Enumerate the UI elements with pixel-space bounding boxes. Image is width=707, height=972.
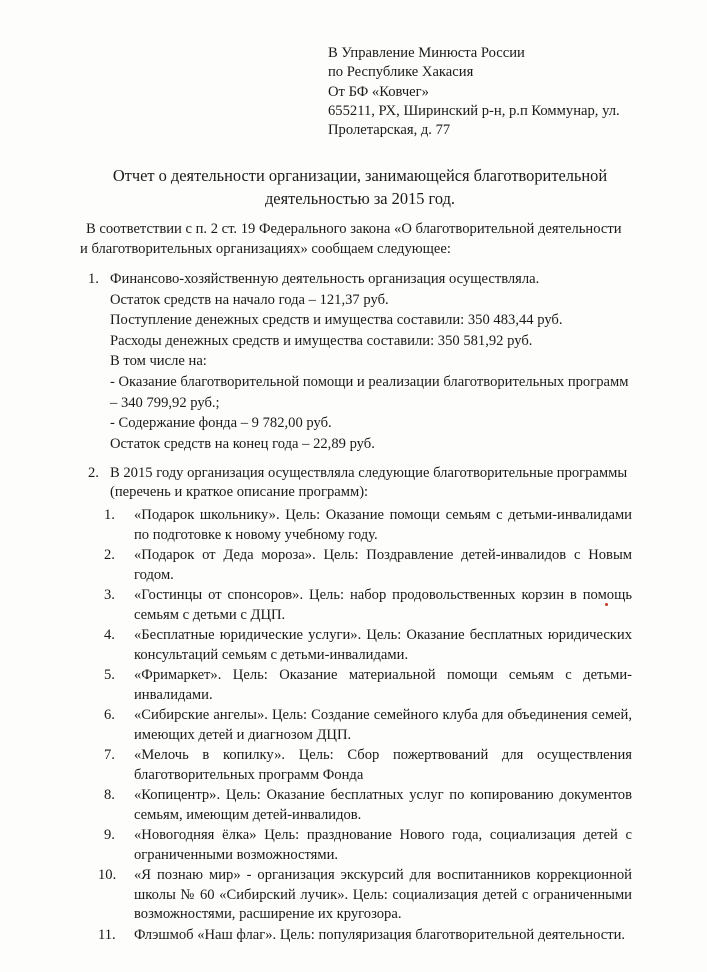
- program-text: «Подарок от Деда мороза». Цель: Поздравление детей-инвалидов с Новым годом.: [134, 547, 632, 583]
- program-item: [104, 666, 632, 704]
- report-title-line-1: Отчет о деятельности организации, занимающейся благотворительной: [112, 166, 608, 185]
- section-number: 2.: [88, 465, 99, 481]
- program-text: «Подарок школьнику». Цель: Оказание помощи семьям с детьми-инвалидами по подготовке к новому учебному году.: [134, 507, 632, 543]
- program-number: 7.: [104, 747, 115, 764]
- addressee-line: В Управление Минюста России: [328, 45, 525, 61]
- finance-line: Остаток средств на начало года – 121,37 руб.: [110, 291, 389, 308]
- section-programs: [88, 464, 648, 946]
- program-item: [98, 866, 632, 924]
- program-text: «Сибирские ангелы». Цель: Создание семейного клуба для объединения семей, имеющих детей и диагнозом ДЦП.: [134, 707, 632, 743]
- program-item: [104, 506, 632, 544]
- report-title: [60, 164, 660, 210]
- stray-ink-mark: [605, 603, 608, 606]
- intro-line-2: и благотворительных организациях» сообщаем следующее:: [80, 240, 451, 257]
- program-text: Флэшмоб «Наш флаг». Цель: популяризация благотворительной деятельности.: [134, 926, 626, 943]
- program-number: 1.: [104, 507, 115, 524]
- program-number: 10.: [98, 867, 117, 884]
- program-text: «Я познаю мир» - организация экскурсий для воспитанников коррекционной школы № 60 «Сибирский лучик». Цель: социализация детей с ограниченными возможностями, расширение их кругозора.: [134, 867, 632, 922]
- addressee-line: Пролетарская, д. 77: [328, 122, 451, 139]
- finance-line: Поступление денежных средств и имущества составили: 350 483,44 руб.: [110, 312, 563, 329]
- program-number: 2.: [104, 547, 115, 564]
- finance-line: – 340 799,92 руб.;: [110, 394, 220, 411]
- finance-line: Расходы денежных средств и имущества составили: 350 581,92 руб.: [110, 332, 533, 349]
- program-number: 6.: [104, 707, 115, 724]
- program-number: 5.: [104, 667, 115, 684]
- program-item: [104, 786, 632, 824]
- program-number: 8.: [104, 787, 115, 804]
- program-item: [104, 586, 632, 624]
- program-number: 11.: [98, 926, 116, 943]
- program-text: «Новогодняя ёлка» Цель: празднование Нового года, социализация детей с ограниченными возможностями.: [134, 827, 632, 863]
- program-item: [104, 826, 632, 864]
- intro-line-1: В соответствии с п. 2 ст. 19 Федерального закона «О благотворительной деятельности: [86, 221, 622, 237]
- program-item: [104, 546, 632, 584]
- program-text: «Фримаркет». Цель: Оказание материальной помощи семьям с детьми-инвалидами.: [134, 667, 632, 703]
- program-number: 3.: [104, 587, 115, 604]
- addressee-line: по Республике Хакасия: [328, 64, 474, 81]
- finance-line: - Оказание благотворительной помощи и реализации благотворительных программ: [110, 373, 629, 390]
- program-number: 9.: [104, 827, 115, 844]
- finance-line: - Содержание фонда – 9 782,00 руб.: [110, 415, 332, 432]
- addressee-line: 655211, РХ, Ширинский р-н, р.п Коммунар, ул.: [328, 102, 620, 119]
- program-text: «Бесплатные юридические услуги». Цель: Оказание бесплатных юридических консультаций семьям с детьми-инвалидами.: [134, 627, 632, 663]
- program-item: [104, 626, 632, 664]
- report-title-line-2: деятельностью за 2015 год.: [264, 189, 456, 208]
- program-text: «Копицентр». Цель: Оказание бесплатных услуг по копированию документов семьям, имеющим детей-инвалидов.: [134, 787, 632, 823]
- intro-paragraph: [80, 220, 632, 259]
- program-number: 4.: [104, 627, 115, 644]
- finance-line: Остаток средств на конец года – 22,89 руб.: [110, 435, 375, 452]
- addressee-block: [328, 44, 668, 140]
- program-item: [104, 706, 632, 744]
- section-finances: [88, 269, 648, 454]
- programs-intro: В 2015 году организация осуществляла следующие благотворительные программы (перечень и краткое описание программ):: [110, 465, 628, 501]
- program-text: «Мелочь в копилку». Цель: Сбор пожертвований для осуществления благотворительных программ Фонда: [134, 747, 632, 783]
- program-item: [98, 926, 632, 945]
- program-text: «Гостинцы от спонсоров». Цель: набор продовольственных корзин в помощь семьям с детьми с ДЦП.: [134, 587, 632, 623]
- finance-line: Финансово-хозяйственную деятельность организация осуществляла.: [110, 271, 540, 287]
- program-item: [104, 746, 632, 784]
- addressee-line: От БФ «Ковчег»: [328, 83, 429, 100]
- finance-line: В том числе на:: [110, 353, 207, 370]
- section-number: 1.: [88, 271, 99, 287]
- programs-list: [98, 506, 632, 944]
